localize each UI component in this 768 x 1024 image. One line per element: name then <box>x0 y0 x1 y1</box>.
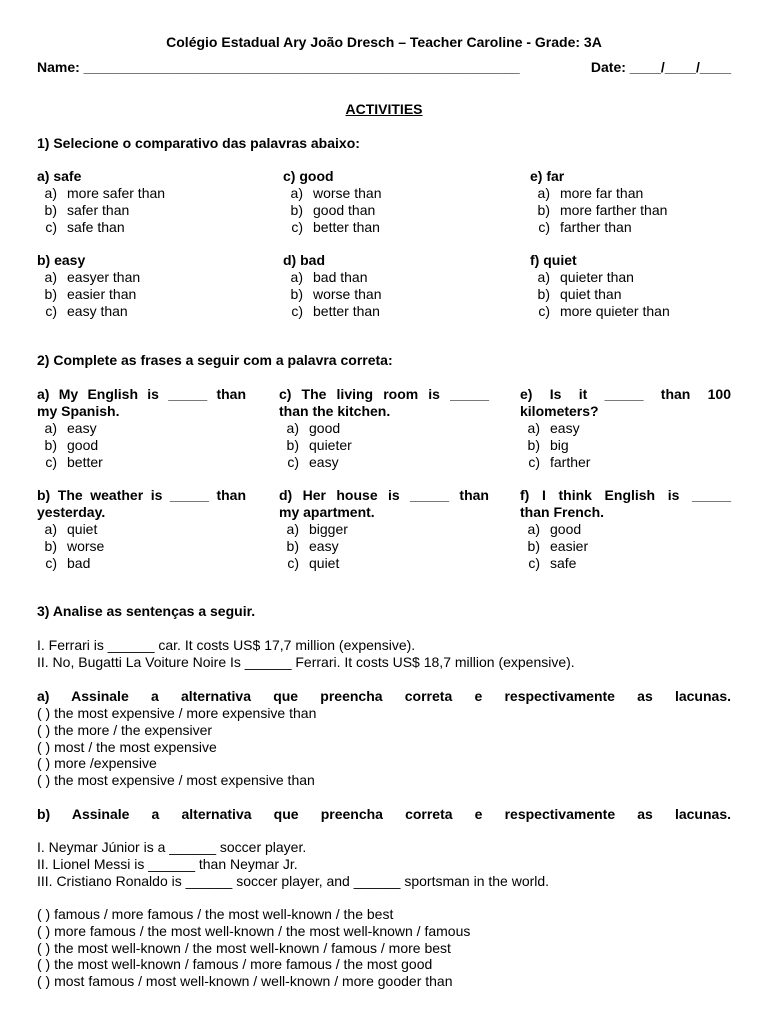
option-text: farther <box>550 453 591 470</box>
q2-item-c <box>279 386 489 470</box>
option-c[interactable] <box>279 555 489 572</box>
checkbox-choice[interactable]: ( ) more /expensive <box>37 755 157 772</box>
option-text: worse <box>67 537 105 554</box>
option-b[interactable] <box>283 202 381 219</box>
option-text: better than <box>313 302 380 319</box>
option-b[interactable] <box>530 202 667 219</box>
option-text: better <box>67 453 103 470</box>
option-letter: a) <box>44 420 57 436</box>
option-a[interactable] <box>530 185 667 202</box>
option-c[interactable] <box>520 454 731 471</box>
option-letter: c) <box>45 218 57 235</box>
option-a[interactable] <box>283 269 381 286</box>
option-letter: a) <box>537 269 550 285</box>
q3b-sentence: III. Cristiano Ronaldo is ______ soccer player, and ______ sportsman in the world. <box>37 872 550 889</box>
option-letter: c) <box>528 453 540 470</box>
option-letter: b) <box>286 436 299 453</box>
q2-item-prompt <box>279 487 489 521</box>
option-text: bad than <box>313 269 368 285</box>
option-text: good <box>309 420 341 436</box>
prompt-line-1: a) My English is _____ than <box>37 386 246 402</box>
q3b-sentences <box>37 839 549 889</box>
q2-item-d <box>279 487 489 571</box>
option-letter: c) <box>538 302 550 319</box>
q2-item-prompt <box>37 386 246 420</box>
option-letter: c) <box>287 453 299 470</box>
option-letter: c) <box>291 302 303 319</box>
checkbox-choice[interactable]: ( ) the most expensive / more expensive than <box>37 705 317 721</box>
q2-item-prompt <box>520 487 731 521</box>
option-letter: c) <box>528 554 540 571</box>
option-text: good than <box>313 201 376 218</box>
option-letter: b) <box>286 537 299 554</box>
option-text: better than <box>313 218 380 235</box>
option-c[interactable] <box>530 303 670 320</box>
name-field[interactable]: Name: ________________________________________________________ <box>37 59 520 75</box>
option-b[interactable] <box>37 538 246 555</box>
option-letter: a) <box>527 420 540 436</box>
activities-title <box>37 101 731 118</box>
option-letter: a) <box>44 185 57 201</box>
option-letter: b) <box>44 436 57 453</box>
option-letter: a) <box>44 521 57 537</box>
option-text: quieter than <box>560 269 634 285</box>
option-letter: b) <box>537 285 550 302</box>
checkbox-choice[interactable]: ( ) most / the most expensive <box>37 738 217 755</box>
option-letter: c) <box>538 218 550 235</box>
activities-title-text: ACTIVITIES <box>345 101 423 117</box>
option-c[interactable] <box>37 219 165 236</box>
option-text: safe <box>550 554 577 571</box>
option-a[interactable] <box>279 521 489 538</box>
option-text: easy <box>309 453 339 470</box>
q1-item-bad <box>283 252 381 319</box>
option-text: worse than <box>313 185 382 201</box>
checkbox-choice[interactable]: ( ) more famous / the most well-known / the most well-known / famous <box>37 922 471 939</box>
option-text: easy <box>309 537 339 554</box>
option-letter: b) <box>44 201 57 218</box>
option-b[interactable] <box>37 286 140 303</box>
option-a[interactable] <box>520 420 731 437</box>
q1-item-good <box>283 168 381 235</box>
q3a-choices <box>37 705 316 789</box>
option-letter: c) <box>45 554 57 571</box>
option-letter: b) <box>44 537 57 554</box>
option-letter: c) <box>45 302 57 319</box>
option-text: quieter <box>309 436 352 453</box>
q2-item-e <box>520 386 731 470</box>
option-b[interactable] <box>283 286 381 303</box>
option-letter: a) <box>537 185 550 201</box>
option-b[interactable] <box>279 437 489 454</box>
option-text: bigger <box>309 521 348 537</box>
name-date-row <box>37 59 731 77</box>
option-letter: b) <box>290 201 303 218</box>
option-c[interactable] <box>283 303 381 320</box>
q1-item-far <box>530 168 667 235</box>
prompt-line-2: than the kitchen. <box>279 403 391 419</box>
option-text: easy <box>550 420 580 436</box>
prompt-line-1: f) I think English is _____ <box>520 487 731 503</box>
option-a[interactable] <box>279 420 489 437</box>
checkbox-choice[interactable]: ( ) most famous / most well-known / well-known / more gooder than <box>37 973 453 990</box>
option-text: bad <box>67 554 91 571</box>
option-letter: a) <box>290 269 303 285</box>
option-text: more farther than <box>560 201 668 218</box>
q3-heading: 3) Analise as sentenças a seguir. <box>37 603 256 619</box>
option-text: easier <box>550 537 589 554</box>
q1-heading: 1) Selecione o comparativo das palavras abaixo: <box>37 135 360 151</box>
q2-item-prompt <box>37 487 246 521</box>
prompt-line-1: b) The weather is _____ than <box>37 487 246 503</box>
option-b[interactable] <box>37 202 165 219</box>
prompt-line-2: yesterday. <box>37 504 106 520</box>
prompt-line-1: d) Her house is _____ than <box>279 487 489 503</box>
option-letter: b) <box>527 436 540 453</box>
q3b-sentence: I. Neymar Júnior is a ______ soccer player. <box>37 839 307 855</box>
q2-heading: 2) Complete as frases a seguir com a palavra correta: <box>37 352 393 368</box>
q2-item-prompt <box>279 386 489 420</box>
option-a[interactable] <box>520 521 731 538</box>
q1-item-safe <box>37 168 165 235</box>
option-c[interactable] <box>37 303 140 320</box>
option-letter: a) <box>286 420 299 436</box>
q2-item-f <box>520 487 731 571</box>
option-letter: c) <box>291 218 303 235</box>
q1-item-label: f) quiet <box>530 252 577 268</box>
q3-sentence-1: I. Ferrari is ______ car. It costs US$ 17,7 million (expensive). <box>37 637 416 653</box>
option-letter: b) <box>527 537 540 554</box>
option-text: safer than <box>67 201 130 218</box>
q3-sentence-2: II. No, Bugatti La Voiture Noire Is ______ Ferrari. It costs US$ 18,7 million (expensive). <box>37 654 575 670</box>
q1-item-label: c) good <box>283 168 334 184</box>
option-a[interactable] <box>37 185 165 202</box>
option-b[interactable] <box>530 286 670 303</box>
prompt-line-2: my apartment. <box>279 504 375 520</box>
checkbox-choice[interactable]: ( ) famous / more famous / the most well-known / the best <box>37 906 394 922</box>
option-a[interactable] <box>37 420 246 437</box>
option-text: more quieter than <box>560 302 670 319</box>
option-text: more far than <box>560 185 644 201</box>
q1-item-quiet <box>530 252 670 319</box>
checkbox-choice[interactable]: ( ) the most well-known / famous / more famous / the most good <box>37 956 433 973</box>
q1-item-easy <box>37 252 140 319</box>
option-letter: b) <box>290 285 303 302</box>
option-text: good <box>67 436 99 453</box>
option-c[interactable] <box>530 219 667 236</box>
option-text: easyer than <box>67 269 141 285</box>
date-field[interactable]: Date: ____/____/____ <box>590 59 731 75</box>
option-text: easy than <box>67 302 128 319</box>
prompt-line-2: than French. <box>520 504 605 520</box>
option-letter: c) <box>287 554 299 571</box>
option-text: easy <box>67 420 97 436</box>
option-b[interactable] <box>520 437 731 454</box>
q1-item-label: b) easy <box>37 252 86 268</box>
option-c[interactable] <box>37 555 246 572</box>
option-text: worse than <box>313 285 382 302</box>
option-text: quiet <box>67 521 98 537</box>
option-text: easier than <box>67 285 137 302</box>
q2-item-b <box>37 487 246 571</box>
option-text: quiet <box>309 554 340 571</box>
option-letter: a) <box>286 521 299 537</box>
option-c[interactable] <box>520 555 731 572</box>
q2-item-prompt <box>520 386 731 420</box>
option-letter: c) <box>45 453 57 470</box>
option-letter: b) <box>44 285 57 302</box>
option-letter: a) <box>44 269 57 285</box>
option-a[interactable] <box>283 185 381 202</box>
option-b[interactable] <box>37 437 246 454</box>
option-letter: a) <box>527 521 540 537</box>
option-text: good <box>550 521 582 537</box>
option-letter: b) <box>537 201 550 218</box>
option-a[interactable] <box>37 521 246 538</box>
q3b-prompt: b) Assinale a alternativa que preencha correta e respectivamente as lacunas. <box>37 806 731 822</box>
q3b-choices <box>37 906 470 990</box>
option-c[interactable] <box>37 454 246 471</box>
q1-item-label: d) bad <box>283 252 325 268</box>
option-text: big <box>550 436 569 453</box>
option-b[interactable] <box>520 538 731 555</box>
option-text: more safer than <box>67 185 166 201</box>
option-c[interactable] <box>283 219 381 236</box>
q1-item-label: a) safe <box>37 168 82 184</box>
option-text: safe than <box>67 218 125 235</box>
option-a[interactable] <box>37 269 140 286</box>
option-a[interactable] <box>530 269 670 286</box>
option-letter: a) <box>290 185 303 201</box>
checkbox-choice[interactable]: ( ) the more / the expensiver <box>37 721 213 738</box>
prompt-line-1: c) The living room is _____ <box>279 386 489 402</box>
q3a-prompt: a) Assinale a alternativa que preencha correta e respectivamente as lacunas. <box>37 688 731 704</box>
q3b-sentence: II. Lionel Messi is ______ than Neymar Jr. <box>37 855 298 872</box>
page-header-title: Colégio Estadual Ary João Dresch – Teacher Caroline - Grade: 3A <box>166 34 602 50</box>
q2-item-a <box>37 386 246 470</box>
option-b[interactable] <box>279 538 489 555</box>
option-text: quiet than <box>560 285 622 302</box>
option-c[interactable] <box>279 454 489 471</box>
checkbox-choice[interactable]: ( ) the most well-known / the most well-known / famous / more best <box>37 939 451 956</box>
option-text: farther than <box>560 218 632 235</box>
prompt-line-2: kilometers? <box>520 403 599 419</box>
prompt-line-2: my Spanish. <box>37 403 120 419</box>
q1-item-label: e) far <box>530 168 565 184</box>
checkbox-choice[interactable]: ( ) the most expensive / most expensive than <box>37 772 315 789</box>
prompt-line-1: e) Is it _____ than 100 <box>520 386 731 402</box>
